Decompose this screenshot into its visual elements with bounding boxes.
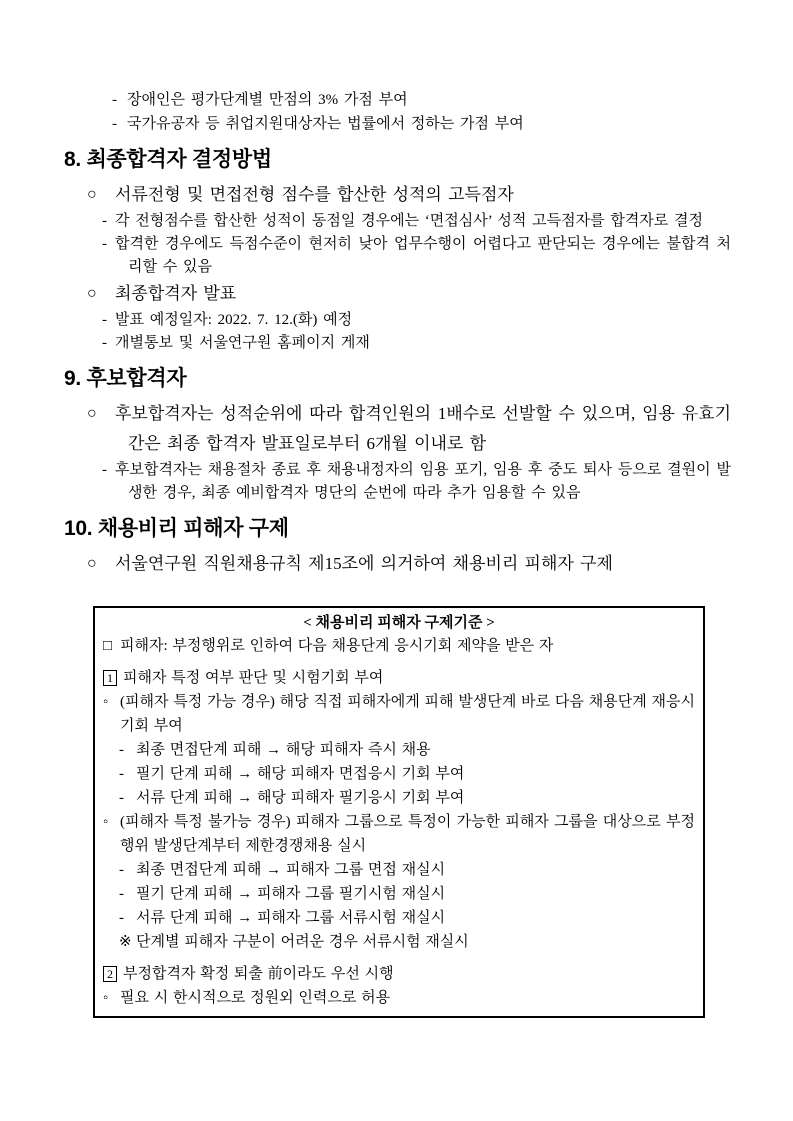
item-text: 후보합격자는 채용절차 종료 후 채용내정자의 임용 포기, 임용 후 중도 퇴사 등으로 결원이 발생한 경우, 최종 예비합격자 명단의 순번에 따라 추가 임용할 수 있음 (115, 462, 731, 501)
square-marker: □ (103, 638, 113, 654)
box-item (103, 986, 695, 1010)
section-backup-candidates (64, 365, 731, 505)
list-item (102, 459, 731, 505)
section-heading: 8. 최종합격자 결정방법 (64, 148, 272, 171)
item-text: 국가유공자 등 취업지원대상자는 법률에서 정하는 가점 부여 (127, 116, 524, 132)
list-item (102, 332, 731, 355)
item-text: 필기 단계 피해 → 해당 피해자 면접응시 기회 부여 (136, 766, 465, 782)
item-text: 부정합격자 확정 퇴출 前이라도 우선 시행 (123, 966, 394, 982)
dash-bullet: - (119, 766, 124, 782)
box-title: < 채용비리 피해자 구제기준 > (303, 615, 495, 631)
box-item (119, 858, 695, 882)
section-final-decision (64, 146, 731, 355)
dash-bullet: - (102, 312, 107, 328)
item-text: 피해자 특정 여부 판단 및 시험기회 부여 (123, 670, 384, 686)
list-item (102, 210, 731, 233)
section-heading: 10. 채용비리 피해자 구제 (64, 517, 289, 540)
dash-bullet: - (102, 462, 107, 478)
section-corruption-victim-remedy (64, 515, 731, 1018)
item-text: 개별통보 및 서울연구원 홈페이지 게재 (115, 335, 370, 351)
dash-bullet: - (119, 742, 124, 758)
item-text: (피해자 특정 가능 경우) 해당 직접 피해자에게 피해 발생단계 바로 다음 채용단계 재응시 기회 부여 (120, 694, 695, 734)
item-text: 서울연구원 직원채용규칙 제15조에 의거하여 채용비리 피해자 구제 (115, 554, 613, 573)
item-text: 후보합격자는 성적순위에 따라 합격인원의 1배수로 선발할 수 있으며, 임용 유효기간은 최종 합격자 발표일로부터 6개월 이내로 함 (115, 404, 731, 453)
box-item (103, 690, 695, 738)
small-circle-marker: ◦ (103, 990, 109, 1006)
reference-mark: ※ (119, 934, 132, 950)
item-text: 최종 면접단계 피해 → 해당 피해자 즉시 채용 (136, 742, 431, 758)
dash-bullet: - (119, 790, 124, 806)
list-item (102, 233, 731, 279)
box-item (119, 762, 695, 786)
dash-bullet: - (102, 335, 107, 351)
list-item (87, 549, 731, 579)
item-text: 합격한 경우에도 득점수준이 현저히 낮아 업무수행이 어렵다고 판단되는 경우에는 불합격 처리할 수 있음 (115, 236, 731, 275)
item-text: 서류 단계 피해 → 해당 피해자 필기응시 기회 부여 (136, 790, 465, 806)
dash-bullet: - (119, 886, 124, 902)
item-text: 필요 시 한시적으로 정원외 인력으로 허용 (120, 990, 391, 1006)
item-text: 필기 단계 피해 → 피해자 그룹 필기시험 재실시 (136, 886, 446, 902)
dash-bullet: - (112, 92, 117, 108)
box-item (119, 930, 695, 954)
section-heading: 9. 후보합격자 (64, 367, 187, 390)
item-text: 장애인은 평가단계별 만점의 3% 가점 부여 (127, 92, 408, 108)
dash-bullet: - (112, 116, 117, 132)
item-text: 발표 예정일자: 2022. 7. 12.(화) 예정 (115, 312, 353, 328)
dash-bullet: - (119, 910, 124, 926)
box-item (119, 882, 695, 906)
box-item (119, 786, 695, 810)
box-item (103, 962, 695, 986)
boxed-number-1: 1 (103, 666, 123, 690)
document-content (64, 88, 731, 1018)
item-text: 서류전형 및 면접전형 점수를 합산한 성적의 고득점자 (115, 185, 514, 204)
list-item (87, 180, 731, 210)
list-item (102, 309, 731, 332)
circle-bullet: ○ (87, 186, 97, 203)
box-item (119, 738, 695, 762)
small-circle-marker: ◦ (103, 814, 109, 830)
small-circle-marker: ◦ (103, 694, 109, 710)
circle-bullet: ○ (87, 285, 97, 302)
item-text: 최종합격자 발표 (115, 284, 237, 303)
item-text: 피해자: 부정행위로 인하여 다음 채용단계 응시기회 제약을 받은 자 (120, 638, 554, 654)
item-text: 단계별 피해자 구분이 어려운 경우 서류시험 재실시 (136, 934, 469, 950)
box-item (103, 810, 695, 858)
box-item (103, 634, 695, 658)
list-item (87, 279, 731, 309)
item-text: 최종 면접단계 피해 → 피해자 그룹 면접 재실시 (136, 862, 446, 878)
dash-bullet: - (119, 862, 124, 878)
box-item (103, 666, 695, 690)
remedy-criteria-box (93, 606, 705, 1018)
circle-bullet: ○ (87, 555, 97, 572)
item-text: (피해자 특정 불가능 경우) 피해자 그룹으로 특정이 가능한 피해자 그룹을 대상으로 부정행위 발생단계부터 제한경쟁채용 실시 (120, 814, 695, 854)
boxed-number-2: 2 (103, 962, 123, 986)
dash-bullet: - (102, 213, 107, 229)
list-item (112, 112, 731, 136)
box-item (119, 906, 695, 930)
list-item (87, 399, 731, 459)
item-text: 각 전형점수를 합산한 성적이 동점일 경우에는 ‘면접심사’ 성적 고득점자를 합격자로 결정 (115, 213, 704, 229)
item-text: 서류 단계 피해 → 피해자 그룹 서류시험 재실시 (136, 910, 446, 926)
dash-bullet: - (102, 236, 107, 252)
preamble-list (64, 88, 731, 136)
circle-bullet: ○ (87, 405, 97, 422)
list-item (112, 88, 731, 112)
